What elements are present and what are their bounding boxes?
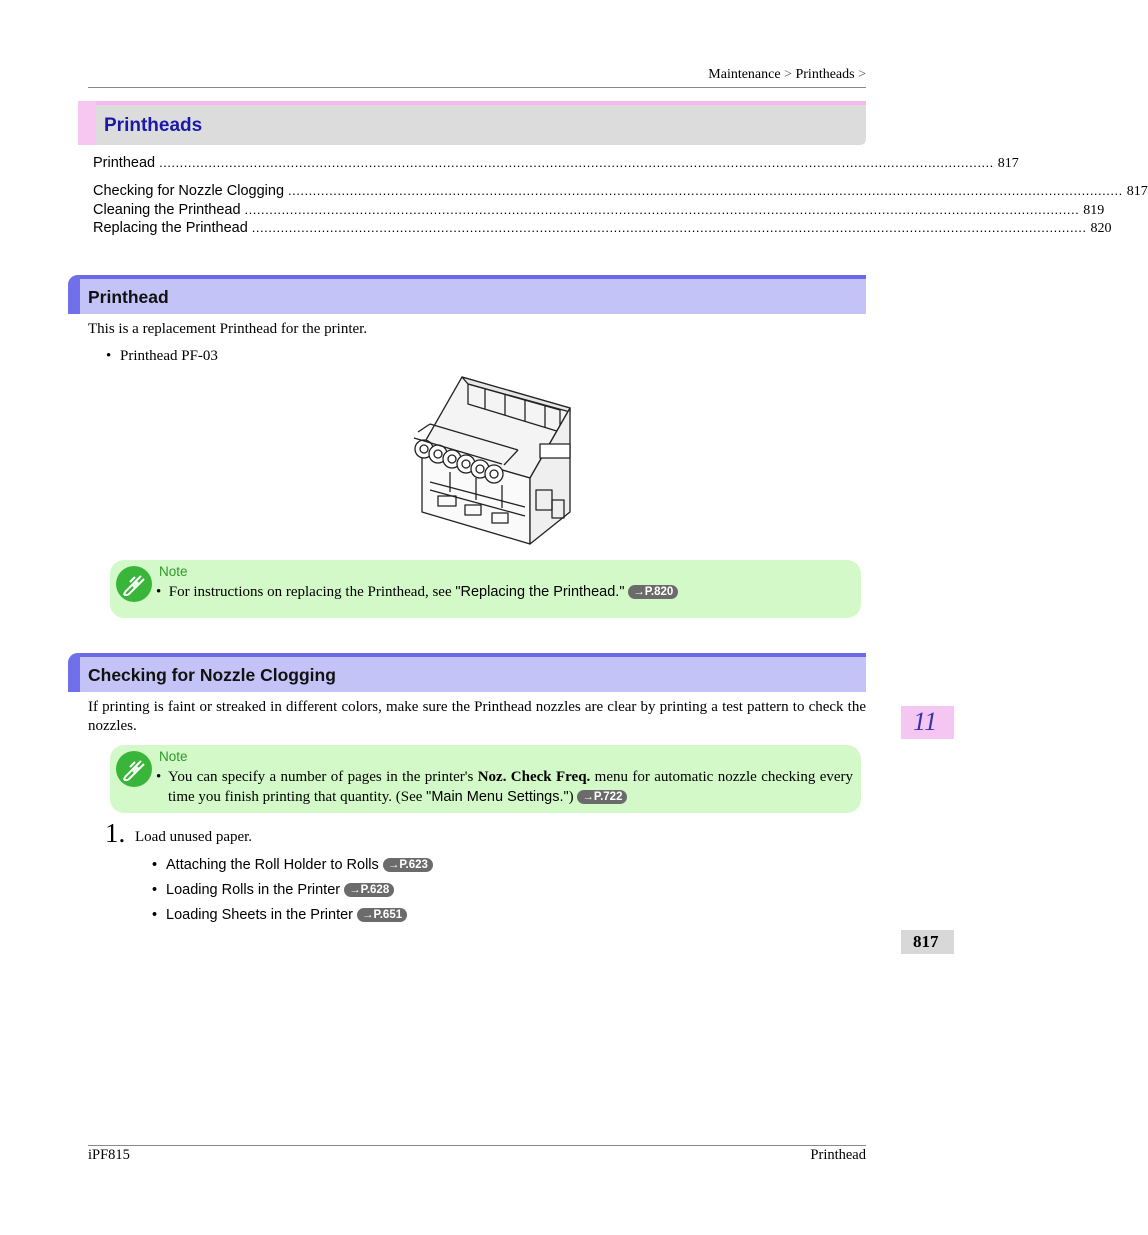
- note-text: [156, 583, 678, 603]
- page-ref-badge[interactable]: →P.820: [628, 585, 678, 599]
- footer-section: Printhead: [810, 1147, 866, 1163]
- toc-leader-dots: ...........................................................................................................................................................................................................: [251, 220, 1087, 235]
- section-header-accent: [68, 275, 80, 314]
- section-title: Printhead: [88, 287, 169, 307]
- chapter-title: Printheads: [104, 115, 203, 136]
- breadcrumb-item-maintenance[interactable]: Maintenance: [708, 67, 781, 82]
- section-header-printhead: [68, 275, 866, 314]
- bullet-dot: •: [152, 907, 158, 923]
- section-header-accent: [68, 653, 80, 692]
- note-text-body: [168, 768, 853, 807]
- link-loading-rolls[interactable]: Loading Rolls in the Printer: [166, 882, 341, 898]
- link-list-item: [152, 907, 407, 923]
- note-text-part: You can specify a number of pages in the printer's: [168, 769, 478, 785]
- breadcrumb-separator: >: [784, 67, 792, 82]
- bullet-dot: •: [152, 882, 158, 898]
- breadcrumb: [708, 67, 866, 83]
- toc-entry-page: 819: [1083, 203, 1105, 218]
- banner-left-accent: [78, 101, 96, 145]
- toc-entry-checking-nozzle[interactable]: [93, 183, 1148, 202]
- bullet-text: Printhead PF-03: [120, 348, 218, 364]
- menu-name-noz-check-freq: Noz. Check Freq.: [477, 769, 591, 785]
- section-intro: If printing is faint or streaked in different colors, make sure the Printhead nozzles are clear by printing a test pattern to check the nozzles.: [88, 699, 866, 734]
- toc-entry-page: 820: [1090, 221, 1112, 236]
- toc-entry-title: Replacing the Printhead: [93, 220, 248, 236]
- page-number: 817: [913, 932, 939, 951]
- breadcrumb-item-printheads[interactable]: Printheads: [795, 67, 855, 82]
- toc-entry-title: Checking for Nozzle Clogging: [93, 183, 285, 199]
- bullet-item: [106, 348, 218, 365]
- chapter-tab[interactable]: [901, 706, 954, 739]
- note-label: Note: [159, 749, 188, 764]
- page-ref-badge[interactable]: →P.628: [344, 883, 394, 897]
- header-divider: [88, 87, 866, 88]
- breadcrumb-separator: >: [858, 67, 866, 82]
- printhead-illustration: [410, 372, 576, 550]
- section-header-nozzle-clogging: [68, 653, 866, 692]
- note-text-part: menu for automatic nozzle checking every time you finish printing that quantity. (See: [168, 769, 853, 805]
- bullet-dot: •: [106, 348, 112, 364]
- bullet-dot: •: [152, 857, 158, 873]
- section-title: Checking for Nozzle Clogging: [88, 665, 336, 685]
- toc-leader-dots: ...........................................................................................................................................................................................................: [288, 183, 1123, 198]
- banner-top-accent: [78, 101, 866, 105]
- step-text: Load unused paper.: [135, 829, 253, 845]
- note-text-body: For instructions on replacing the Printhead, see: [168, 584, 456, 600]
- section-intro: This is a replacement Printhead for the printer.: [88, 321, 368, 337]
- toc-entry-title: Cleaning the Printhead: [93, 202, 241, 218]
- pencil-note-icon: [116, 566, 152, 602]
- toc-entry-cleaning[interactable]: [93, 202, 1105, 221]
- footer-divider: [88, 1145, 866, 1146]
- toc-leader-dots: ...........................................................................................................................................................................................................: [244, 202, 1080, 217]
- link-loading-sheets[interactable]: Loading Sheets in the Printer: [166, 907, 354, 923]
- link-replacing-printhead[interactable]: "Replacing the Printhead.": [455, 584, 625, 600]
- note-label: Note: [159, 564, 188, 579]
- note-text: [156, 768, 853, 807]
- toc-entry-title: Printhead: [93, 155, 156, 171]
- bullet-dot: •: [156, 584, 169, 600]
- link-roll-holder[interactable]: Attaching the Roll Holder to Rolls: [166, 857, 379, 873]
- pencil-note-icon: [116, 751, 152, 787]
- bullet-dot: •: [156, 769, 162, 785]
- toc-entry-replacing[interactable]: [93, 220, 1112, 239]
- page-ref-badge[interactable]: →P.623: [383, 858, 433, 872]
- toc-leader-dots: ...........................................................................................................................................................................................................: [159, 155, 994, 170]
- page-ref-badge[interactable]: →P.722: [577, 790, 627, 804]
- link-list-item: [152, 857, 433, 873]
- note-box-nozzle-check: [110, 745, 861, 813]
- page-ref-badge[interactable]: →P.651: [357, 908, 407, 922]
- chapter-title-banner: [78, 101, 866, 145]
- link-main-menu-settings[interactable]: "Main Menu Settings.": [426, 788, 569, 805]
- toc-entry-printhead[interactable]: [93, 155, 1019, 174]
- footer-model: iPF815: [88, 1147, 130, 1163]
- page-number-box: [901, 930, 954, 954]
- note-text-part: ): [568, 788, 578, 805]
- chapter-tab-number: 11: [913, 707, 938, 736]
- toc-entry-page: 817: [1126, 184, 1148, 199]
- toc-entry-page: 817: [997, 156, 1019, 171]
- link-list-item: [152, 882, 394, 898]
- note-box-replacing: [110, 560, 861, 618]
- step-number: 1.: [105, 818, 126, 848]
